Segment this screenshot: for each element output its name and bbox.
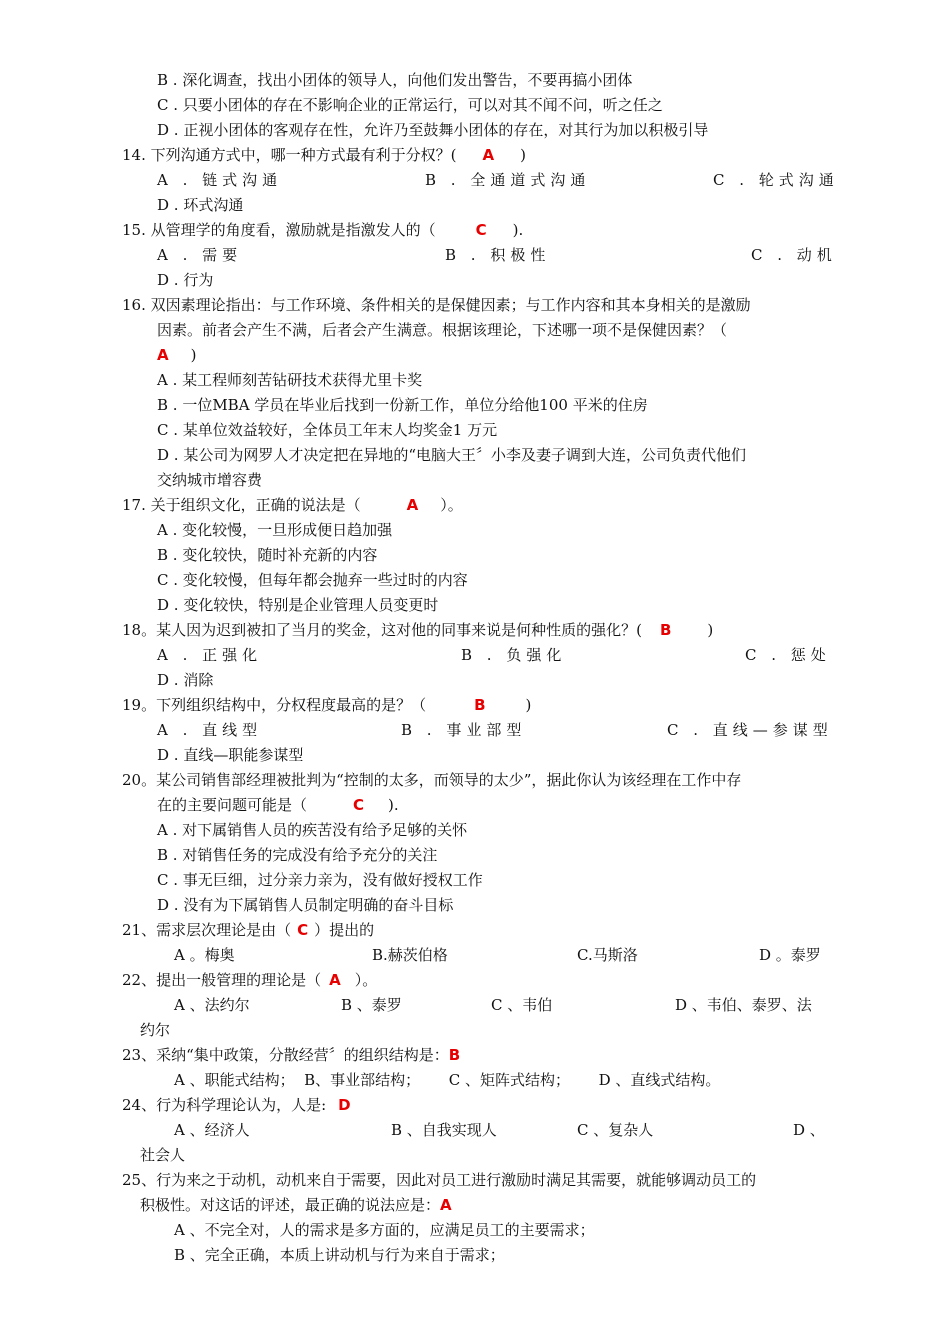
q25-option-a: A 、不完全对，人的需求是多方面的，应满足员工的主要需求；: [174, 1221, 595, 1239]
q19-close: ): [525, 696, 532, 714]
q22-option-d-wrap: 约尔: [140, 1021, 171, 1039]
q19-option-c: C . 直线—参谋型: [667, 721, 833, 739]
q17-text: 17. 关于组织文化，正确的说法是（: [122, 496, 361, 514]
q16-stem-line2: 因素。前者会产生不满，后者会产生满意。根据该理论，下述哪一项不是保健因素？（: [157, 321, 728, 339]
q20-option-c: C . 事无巨细，过分亲力亲为，没有做好授权工作: [157, 871, 483, 889]
q14-option-a: A . 链式沟通: [157, 171, 283, 189]
q22-option-d: D 、韦伯、泰罗、法: [675, 996, 812, 1014]
q16-option-a: A . 某工程师刻苦钻研技术获得尤里卡奖: [157, 371, 423, 389]
q25-option-b: B 、完全正确，本质上讲动机与行为来自于需求；: [174, 1246, 505, 1264]
q15-stem: [122, 220, 523, 240]
q18-close: ): [707, 621, 714, 639]
q19-stem: [122, 695, 531, 715]
q14-option-c: C . 轮式沟通: [713, 171, 839, 189]
q20-text: 在的主要问题可能是（: [157, 796, 308, 814]
q25-stem-line1: 25、行为来之于动机，动机来自于需要，因此对员工进行激励时满足其需要，就能够调动员工的: [122, 1171, 757, 1189]
q21-option-d: D 。泰罗: [759, 946, 821, 964]
q16-close: ): [190, 346, 197, 364]
q21-option-c: C.马斯洛: [577, 946, 638, 964]
q14-answer: A: [482, 146, 495, 164]
q24-option-c: C 、复杂人: [577, 1121, 654, 1139]
q15-text: 15. 从管理学的角度看，激励就是指激发人的（: [122, 221, 436, 239]
q16-answer: A: [157, 346, 169, 364]
q22-text: 22、提出一般管理的理论是（: [122, 971, 322, 989]
q22-stem: [122, 970, 377, 990]
q24-answer: D: [338, 1096, 351, 1114]
q17-option-c: C . 变化较慢，但每年都会抛弃一些过时的内容: [157, 571, 468, 589]
q13-option-b: B . 深化调查，找出小团体的领导人，向他们发出警告，不要再搞小团体: [157, 71, 633, 89]
q14-option-d: D . 环式沟通: [157, 196, 244, 214]
q22-answer: A: [329, 971, 341, 989]
q19-answer: B: [474, 696, 486, 714]
q16-option-c: C . 某单位效益较好，全体员工年末人均奖金1 万元: [157, 421, 498, 439]
q20-option-a: A . 对下属销售人员的疾苦没有给予足够的关怀: [157, 821, 468, 839]
q20-option-b: B . 对销售任务的完成没有给予充分的关注: [157, 846, 438, 864]
q24-option-d: D 、: [793, 1121, 825, 1139]
q22-option-a: A 、法约尔: [174, 996, 250, 1014]
q23-text: 23、采纳“集中政策，分散经营〞的组织结构是：: [122, 1046, 449, 1064]
q22-option-b: B 、泰罗: [341, 996, 402, 1014]
q17-option-d: D . 变化较快，特别是企业管理人员变更时: [157, 596, 439, 614]
q21-option-a: A 。梅奥: [174, 946, 235, 964]
q16-stem-line1: 16. 双因素理论指出：与工作环境、条件相关的是保健因素；与工作内容和其本身相关的是激励: [122, 296, 751, 314]
q22-option-c: C 、韦伯: [491, 996, 553, 1014]
q15-option-c: C . 动机: [751, 246, 837, 264]
q14-option-b: B . 全通道式沟通: [425, 171, 591, 189]
q14-close: ): [520, 146, 526, 164]
q15-close: ).: [512, 221, 524, 239]
q24-option-d-wrap: 社会人: [140, 1146, 186, 1164]
q23-answer: B: [448, 1046, 461, 1064]
q17-answer: A: [406, 496, 419, 514]
q19-option-a: A . 直线型: [157, 721, 263, 739]
q18-answer: B: [659, 621, 672, 639]
q23-options: A 、职能式结构； B、事业部结构； C 、矩阵式结构； D 、直线式结构。: [174, 1071, 721, 1089]
q25-answer: A: [440, 1196, 452, 1214]
q20-option-d: D . 没有为下属销售人员制定明确的奋斗目标: [157, 896, 454, 914]
q16-answer-line: [157, 345, 196, 365]
q23-stem: [122, 1045, 460, 1065]
q13-option-c: C . 只要小团体的存在不影响企业的正常运行，可以对其不闻不问，听之任之: [157, 96, 663, 114]
q19-text: 19。下列组织结构中，分权程度最高的是？（: [122, 696, 427, 714]
q20-answer: C: [353, 796, 365, 814]
q13-option-d: D . 正视小团体的客观存在性，允许乃至鼓舞小团体的存在，对其行为加以积极引导: [157, 121, 709, 139]
q24-option-b: B 、自我实现人: [391, 1121, 497, 1139]
q21-answer: C: [297, 921, 309, 939]
q15-option-b: B . 积极性: [445, 246, 551, 264]
q16-option-b: B . 一位MBA 学员在毕业后找到一份新工作，单位分给他100 平米的住房: [157, 396, 648, 414]
q18-option-d: D . 消除: [157, 671, 214, 689]
q21-stem: [122, 920, 374, 940]
q14-text: 14. 下列沟通方式中，哪一种方式最有利于分权？(: [122, 146, 457, 164]
q19-option-d: D . 直线—职能参谋型: [157, 746, 304, 764]
q20-stem-line1: 20。某公司销售部经理被批判为“控制的太多，而领导的太少”，据此你认为该经理在工作中存: [122, 771, 742, 789]
q17-option-a: A . 变化较慢，一旦形成便日趋加强: [157, 521, 393, 539]
q17-option-b: B . 变化较快，随时补充新的内容: [157, 546, 378, 564]
q21-text: 21、需求层次理论是由（: [122, 921, 292, 939]
q22-close: ）。: [354, 971, 378, 989]
q18-stem: [122, 620, 713, 640]
q17-stem: [122, 495, 463, 515]
q20-stem-line2: [157, 795, 399, 815]
q14-stem: [122, 145, 526, 165]
q16-option-d-line2: 交纳城市增容费: [157, 471, 263, 489]
q15-option-a: A . 需要: [157, 246, 243, 264]
q24-stem: [122, 1095, 351, 1115]
q25-stem-line2: [140, 1195, 452, 1215]
q19-option-b: B . 事业部型: [401, 721, 527, 739]
q18-text: 18。某人因为迟到被扣了当月的奖金，这对他的同事来说是何种性质的强化？(: [122, 621, 642, 639]
q25-text: 积极性。对这话的评述，最正确的说法应是：: [140, 1196, 441, 1214]
q18-option-c: C . 惩处: [745, 646, 831, 664]
q16-option-d-line1: D . 某公司为网罗人才决定把在异地的“电脑大王〞小李及妻子调到大连，公司负责代他们: [157, 446, 747, 464]
q15-answer: C: [475, 221, 487, 239]
q18-option-a: A . 正强化: [157, 646, 263, 664]
q17-close: ）。: [440, 496, 463, 514]
q15-option-d: D . 行为: [157, 271, 214, 289]
q24-option-a: A 、经济人: [174, 1121, 250, 1139]
q24-text: 24、行为科学理论认为，人是:: [122, 1096, 327, 1114]
q18-option-b: B . 负强化: [461, 646, 567, 664]
q21-close: ）提出的: [314, 921, 375, 939]
q21-option-b: B.赫茨伯格: [372, 946, 448, 964]
q20-close: ).: [388, 796, 399, 814]
